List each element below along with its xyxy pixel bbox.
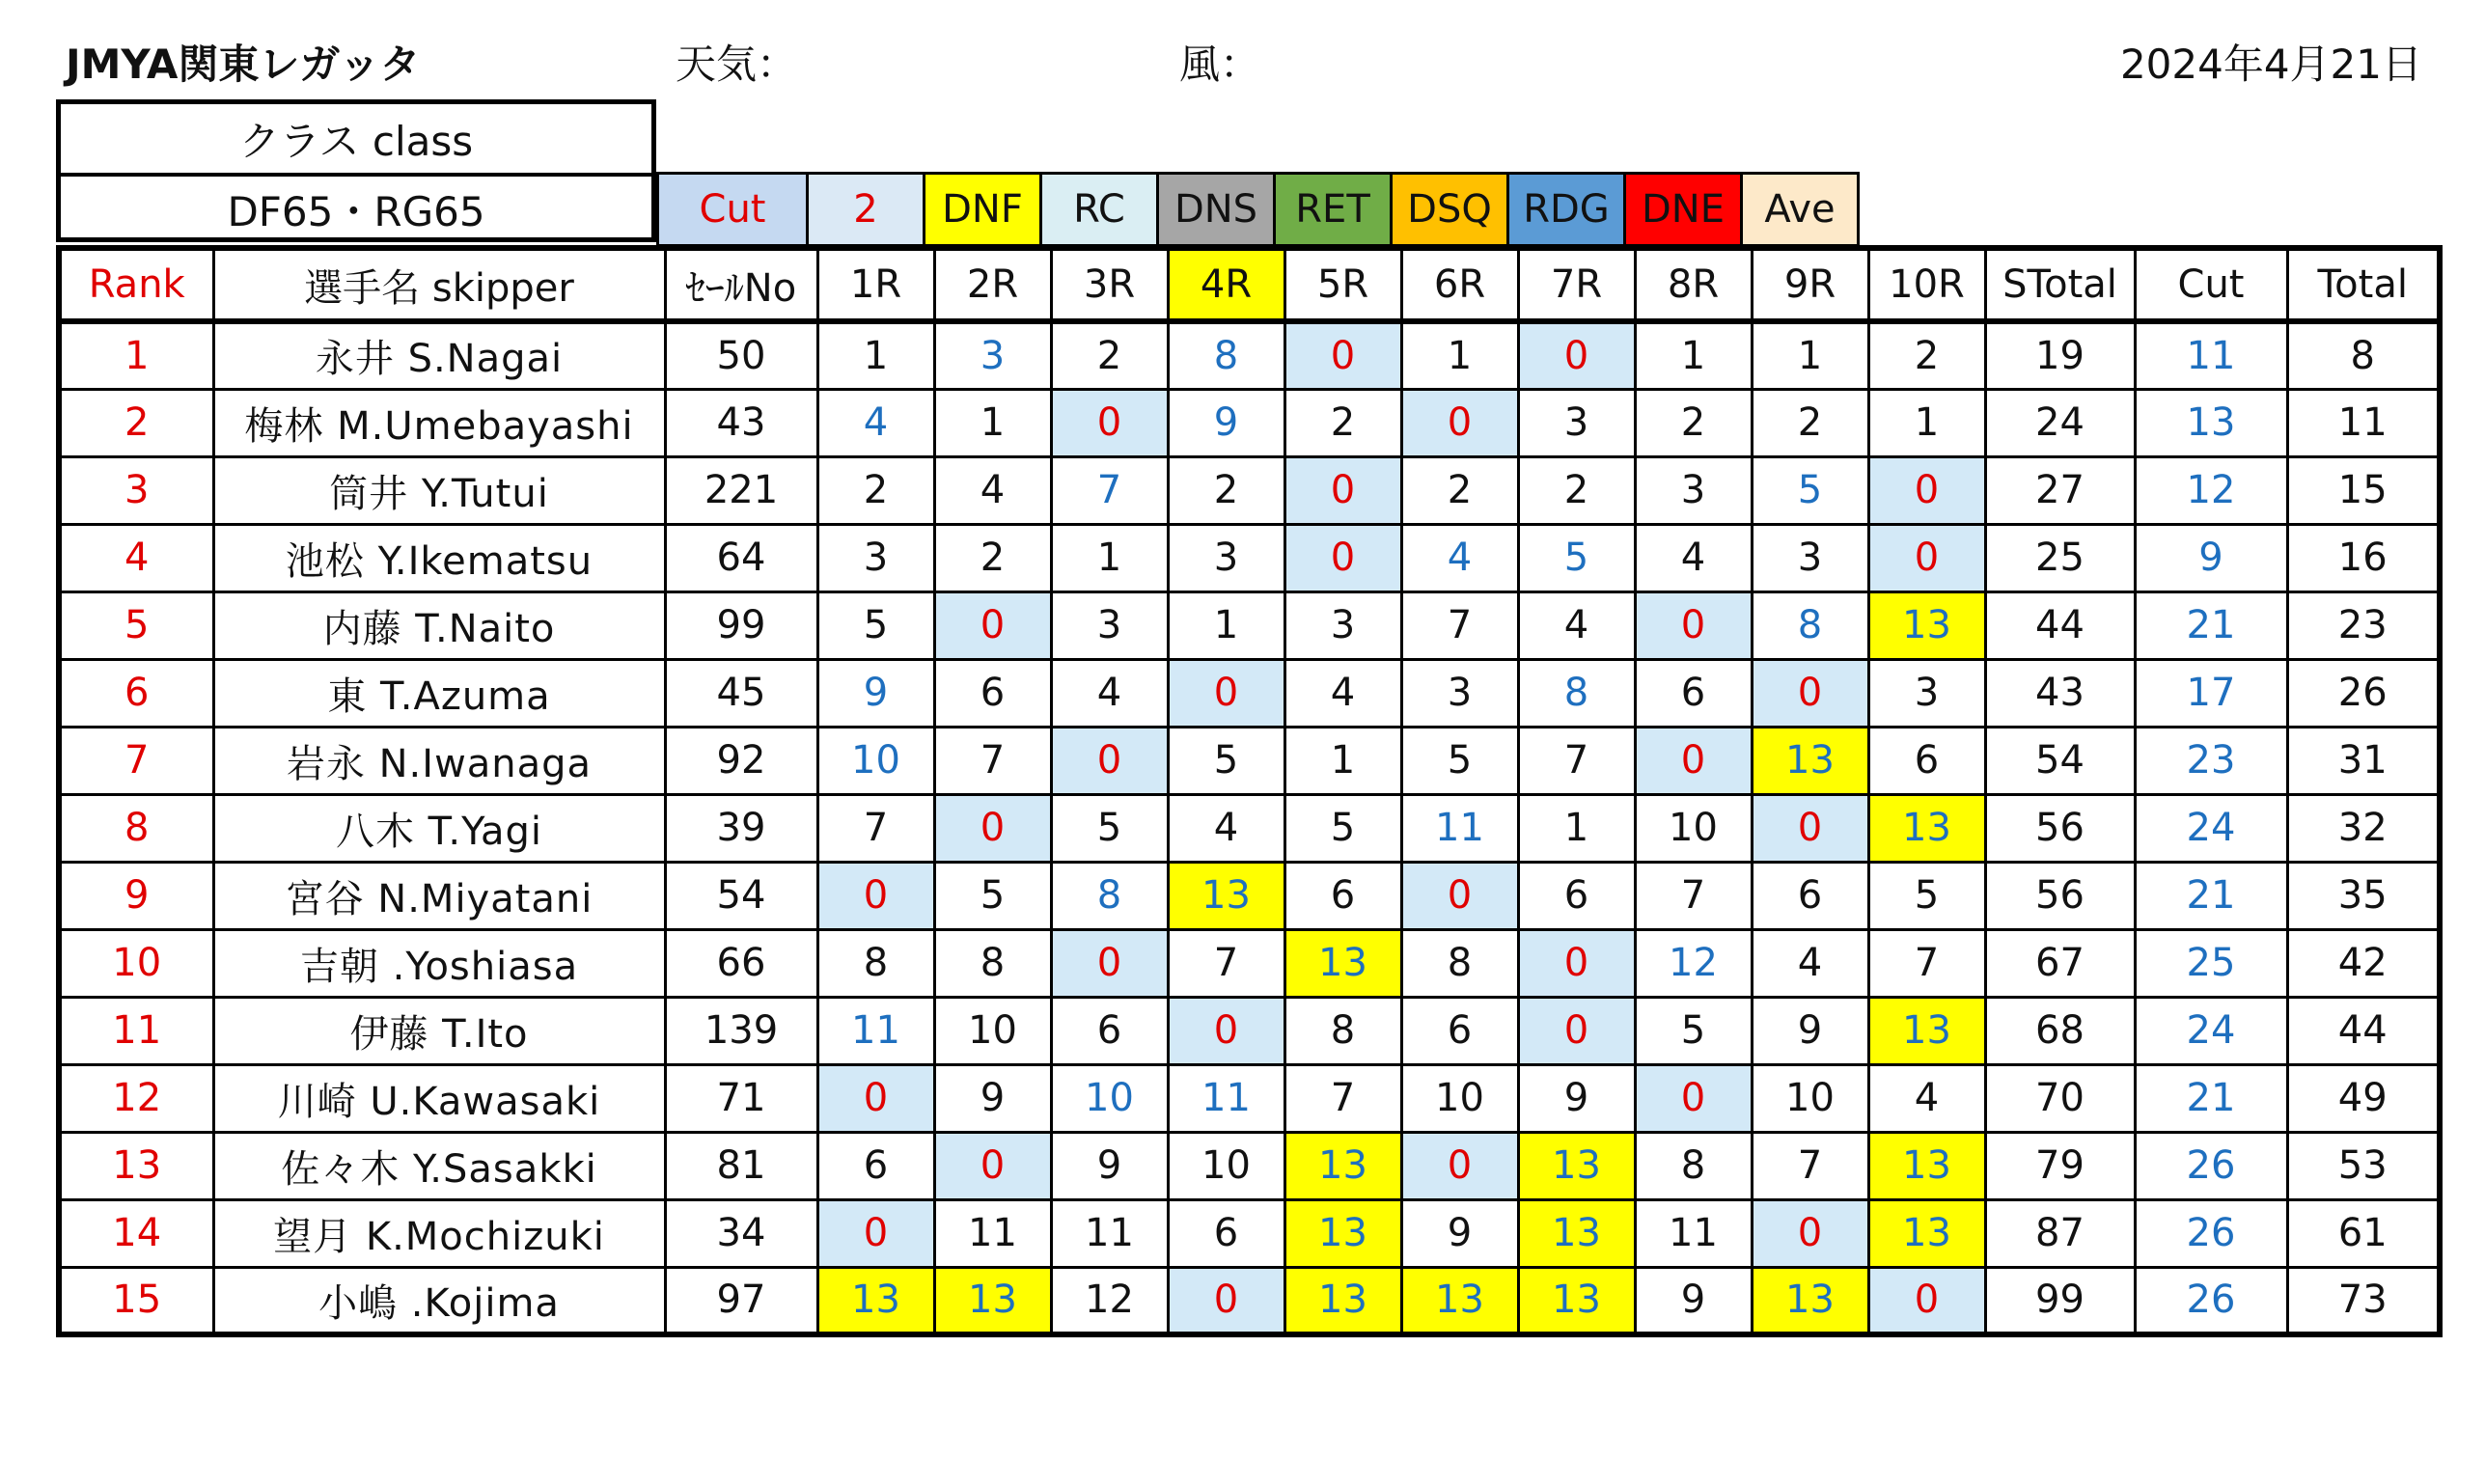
race-score-cell: 4	[1401, 524, 1518, 591]
rank-cell: 6	[59, 659, 213, 727]
race-score-cell: 13	[1868, 1199, 1985, 1267]
table-row	[59, 794, 2440, 862]
race-score-cell: 13	[1284, 1199, 1401, 1267]
table-row	[59, 929, 2440, 997]
race-score-cell: 8	[817, 929, 934, 997]
stotal-cell: 56	[1985, 794, 2135, 862]
race-score-cell: 0	[934, 591, 1051, 659]
stotal-cell: 68	[1985, 997, 2135, 1064]
race-score-cell: 9	[817, 659, 934, 727]
skipper-name-cell: 東 T.Azuma	[213, 659, 665, 727]
race-score-cell: 1	[1401, 321, 1518, 389]
rank-cell: 2	[59, 389, 213, 456]
race-score-cell: 5	[1051, 794, 1168, 862]
race-date: 2024年4月21日	[2119, 41, 2422, 88]
race-score-cell: 13	[1284, 929, 1401, 997]
race-score-cell: 13	[1868, 1132, 1985, 1199]
race-score-cell: 6	[934, 659, 1051, 727]
race-score-cell: 3	[1635, 456, 1752, 524]
skipper-name-cell: 永井 S.Nagai	[213, 321, 665, 389]
skipper-name-cell: 宮谷 N.Miyatani	[213, 862, 665, 929]
race-score-cell: 8	[934, 929, 1051, 997]
column-header: 2R	[934, 248, 1051, 321]
legend-2: 2	[809, 172, 925, 247]
column-header: 4R	[1168, 248, 1284, 321]
total-cell: 16	[2287, 524, 2440, 591]
race-score-cell: 4	[1284, 659, 1401, 727]
race-score-cell: 9	[1635, 1267, 1752, 1334]
stotal-cell: 79	[1985, 1132, 2135, 1199]
race-score-cell: 5	[817, 591, 934, 659]
race-score-cell: 2	[1284, 389, 1401, 456]
race-score-cell: 0	[817, 1064, 934, 1132]
legend-dnf: DNF	[925, 172, 1042, 247]
sail-number-cell: 221	[665, 456, 817, 524]
race-score-cell: 3	[1401, 659, 1518, 727]
race-score-cell: 3	[1168, 524, 1284, 591]
column-header: 選手名 skipper	[213, 248, 665, 321]
column-header: 1R	[817, 248, 934, 321]
skipper-name-cell: 内藤 T.Naito	[213, 591, 665, 659]
race-score-cell: 0	[1051, 389, 1168, 456]
race-score-cell: 5	[1284, 794, 1401, 862]
race-score-cell: 2	[1401, 456, 1518, 524]
race-score-cell: 4	[1868, 1064, 1985, 1132]
table-row	[59, 1267, 2440, 1334]
race-score-cell: 11	[1635, 1199, 1752, 1267]
table-row	[59, 1199, 2440, 1267]
column-header: STotal	[1985, 248, 2135, 321]
race-score-cell: 6	[1518, 862, 1635, 929]
race-score-cell: 0	[1284, 524, 1401, 591]
race-score-cell: 7	[1401, 591, 1518, 659]
cut-cell: 25	[2135, 929, 2287, 997]
race-score-cell: 1	[1868, 389, 1985, 456]
race-score-cell: 5	[1868, 862, 1985, 929]
sail-number-cell: 54	[665, 862, 817, 929]
table-row	[59, 727, 2440, 794]
race-score-cell: 0	[1518, 997, 1635, 1064]
race-score-cell: 10	[1168, 1132, 1284, 1199]
race-score-cell: 13	[1518, 1199, 1635, 1267]
race-score-cell: 4	[934, 456, 1051, 524]
race-score-cell: 5	[1401, 727, 1518, 794]
cut-cell: 12	[2135, 456, 2287, 524]
race-score-cell: 10	[1635, 794, 1752, 862]
rank-cell: 8	[59, 794, 213, 862]
total-cell: 31	[2287, 727, 2440, 794]
column-header: Total	[2287, 248, 2440, 321]
race-score-cell: 0	[1168, 659, 1284, 727]
race-score-cell: 4	[1168, 794, 1284, 862]
race-score-cell: 9	[1752, 997, 1868, 1064]
skipper-name-cell: 池松 Y.Ikematsu	[213, 524, 665, 591]
race-score-cell: 4	[1051, 659, 1168, 727]
class-label: クラス class	[238, 117, 474, 165]
race-score-cell: 2	[1051, 321, 1168, 389]
stotal-cell: 24	[1985, 389, 2135, 456]
rank-cell: 11	[59, 997, 213, 1064]
stotal-cell: 54	[1985, 727, 2135, 794]
race-score-cell: 9	[934, 1064, 1051, 1132]
legend-rc: RC	[1042, 172, 1159, 247]
race-score-cell: 1	[1635, 321, 1752, 389]
race-score-cell: 0	[1635, 1064, 1752, 1132]
race-score-cell: 3	[817, 524, 934, 591]
race-score-cell: 0	[1284, 321, 1401, 389]
column-header: 3R	[1051, 248, 1168, 321]
stotal-cell: 19	[1985, 321, 2135, 389]
race-score-cell: 5	[1518, 524, 1635, 591]
race-score-cell: 7	[817, 794, 934, 862]
total-cell: 42	[2287, 929, 2440, 997]
legend-dsq: DSQ	[1393, 172, 1509, 247]
race-score-cell: 1	[1284, 727, 1401, 794]
race-score-cell: 0	[1752, 659, 1868, 727]
skipper-name-cell: 吉朝 .Yoshiasa	[213, 929, 665, 997]
rank-cell: 12	[59, 1064, 213, 1132]
race-score-cell: 0	[934, 1132, 1051, 1199]
race-score-cell: 1	[817, 321, 934, 389]
race-score-cell: 0	[1051, 929, 1168, 997]
cut-cell: 17	[2135, 659, 2287, 727]
stotal-cell: 70	[1985, 1064, 2135, 1132]
skipper-name-cell: 佐々木 Y.Sasakki	[213, 1132, 665, 1199]
total-cell: 23	[2287, 591, 2440, 659]
legend-rdg: RDG	[1509, 172, 1626, 247]
sail-number-cell: 97	[665, 1267, 817, 1334]
race-score-cell: 7	[1752, 1132, 1868, 1199]
table-row	[59, 389, 2440, 456]
race-score-cell: 8	[1518, 659, 1635, 727]
table-row	[59, 321, 2440, 389]
cut-cell: 26	[2135, 1267, 2287, 1334]
class-value: DF65・RG65	[61, 173, 651, 241]
race-score-cell: 0	[1051, 727, 1168, 794]
race-score-cell: 7	[1051, 456, 1168, 524]
race-score-cell: 13	[1518, 1132, 1635, 1199]
cut-cell: 24	[2135, 794, 2287, 862]
race-score-cell: 0	[1518, 321, 1635, 389]
stotal-cell: 99	[1985, 1267, 2135, 1334]
stotal-cell: 27	[1985, 456, 2135, 524]
score-legend	[656, 172, 1860, 247]
sail-number-cell: 139	[665, 997, 817, 1064]
regatta-title: JMYA関東レガッタ	[66, 41, 421, 88]
race-score-cell: 7	[1635, 862, 1752, 929]
race-score-cell: 1	[934, 389, 1051, 456]
race-score-cell: 7	[1518, 727, 1635, 794]
column-header: 6R	[1401, 248, 1518, 321]
race-score-cell: 8	[1051, 862, 1168, 929]
total-cell: 32	[2287, 794, 2440, 862]
column-header: Rank	[59, 248, 213, 321]
rank-cell: 7	[59, 727, 213, 794]
race-score-cell: 0	[1518, 929, 1635, 997]
cut-cell: 23	[2135, 727, 2287, 794]
race-score-cell: 2	[934, 524, 1051, 591]
rank-cell: 14	[59, 1199, 213, 1267]
column-header: Cut	[2135, 248, 2287, 321]
sail-number-cell: 39	[665, 794, 817, 862]
rank-cell: 15	[59, 1267, 213, 1334]
race-score-cell: 3	[1518, 389, 1635, 456]
cut-cell: 26	[2135, 1199, 2287, 1267]
table-header-row	[59, 248, 2440, 321]
race-score-cell: 6	[1868, 727, 1985, 794]
race-score-cell: 5	[1752, 456, 1868, 524]
race-score-cell: 10	[1051, 1064, 1168, 1132]
column-header: 9R	[1752, 248, 1868, 321]
table-row	[59, 456, 2440, 524]
cut-cell: 21	[2135, 862, 2287, 929]
sail-number-cell: 64	[665, 524, 817, 591]
skipper-name-cell: 小嶋 .Kojima	[213, 1267, 665, 1334]
race-score-cell: 0	[1168, 1267, 1284, 1334]
race-score-cell: 11	[1401, 794, 1518, 862]
weather-label: 天気：	[676, 41, 798, 88]
race-score-cell: 3	[1868, 659, 1985, 727]
race-score-cell: 0	[1868, 524, 1985, 591]
race-score-cell: 5	[934, 862, 1051, 929]
total-cell: 8	[2287, 321, 2440, 389]
race-score-cell: 8	[1635, 1132, 1752, 1199]
rank-cell: 1	[59, 321, 213, 389]
race-score-cell: 10	[1752, 1064, 1868, 1132]
total-cell: 44	[2287, 997, 2440, 1064]
race-score-cell: 3	[1284, 591, 1401, 659]
column-header: 10R	[1868, 248, 1985, 321]
table-row	[59, 591, 2440, 659]
total-cell: 15	[2287, 456, 2440, 524]
sail-number-cell: 34	[665, 1199, 817, 1267]
cut-cell: 24	[2135, 997, 2287, 1064]
race-score-cell: 12	[1051, 1267, 1168, 1334]
rank-cell: 10	[59, 929, 213, 997]
race-score-cell: 2	[1868, 321, 1985, 389]
column-header: 7R	[1518, 248, 1635, 321]
race-score-cell: 9	[1518, 1064, 1635, 1132]
stotal-cell: 25	[1985, 524, 2135, 591]
total-cell: 49	[2287, 1064, 2440, 1132]
race-score-cell: 2	[1168, 456, 1284, 524]
legend-ave: Ave	[1743, 172, 1860, 247]
race-score-cell: 13	[1168, 862, 1284, 929]
sail-number-cell: 71	[665, 1064, 817, 1132]
race-score-cell: 5	[1635, 997, 1752, 1064]
wind-label: 風：	[1179, 41, 1261, 88]
race-score-cell: 13	[1752, 1267, 1868, 1334]
legend-dne: DNE	[1626, 172, 1743, 247]
race-score-cell: 3	[1752, 524, 1868, 591]
sail-number-cell: 66	[665, 929, 817, 997]
rank-cell: 3	[59, 456, 213, 524]
stotal-cell: 44	[1985, 591, 2135, 659]
race-score-cell: 1	[1752, 321, 1868, 389]
race-score-cell: 2	[817, 456, 934, 524]
sail-number-cell: 50	[665, 321, 817, 389]
race-score-cell: 8	[1752, 591, 1868, 659]
race-score-cell: 11	[817, 997, 934, 1064]
race-score-cell: 6	[1168, 1199, 1284, 1267]
race-score-cell: 2	[1518, 456, 1635, 524]
race-score-cell: 0	[1401, 1132, 1518, 1199]
race-score-cell: 0	[1168, 997, 1284, 1064]
race-score-cell: 12	[1635, 929, 1752, 997]
race-score-cell: 4	[1518, 591, 1635, 659]
column-header: 5R	[1284, 248, 1401, 321]
column-header: ｾｰﾙNo	[665, 248, 817, 321]
table-row	[59, 659, 2440, 727]
race-score-cell: 0	[1752, 794, 1868, 862]
race-score-cell: 1	[1051, 524, 1168, 591]
race-score-cell: 13	[1284, 1132, 1401, 1199]
race-score-cell: 1	[1168, 591, 1284, 659]
sail-number-cell: 99	[665, 591, 817, 659]
rank-cell: 9	[59, 862, 213, 929]
race-score-cell: 11	[1168, 1064, 1284, 1132]
total-cell: 11	[2287, 389, 2440, 456]
stotal-cell: 56	[1985, 862, 2135, 929]
skipper-name-cell: 岩永 N.Iwanaga	[213, 727, 665, 794]
race-score-cell: 7	[1168, 929, 1284, 997]
class-box	[56, 99, 656, 242]
table-row	[59, 524, 2440, 591]
race-score-cell: 3	[1051, 591, 1168, 659]
race-score-cell: 0	[1752, 1199, 1868, 1267]
race-score-cell: 0	[1635, 727, 1752, 794]
race-score-cell: 8	[1168, 321, 1284, 389]
race-score-cell: 7	[1868, 929, 1985, 997]
race-score-cell: 8	[1284, 997, 1401, 1064]
race-score-cell: 0	[1401, 862, 1518, 929]
stotal-cell: 43	[1985, 659, 2135, 727]
race-score-cell: 0	[934, 794, 1051, 862]
race-score-cell: 4	[817, 389, 934, 456]
sail-number-cell: 43	[665, 389, 817, 456]
cut-cell: 21	[2135, 591, 2287, 659]
race-score-cell: 6	[1284, 862, 1401, 929]
race-score-cell: 0	[817, 1199, 934, 1267]
race-score-cell: 8	[1401, 929, 1518, 997]
race-score-cell: 0	[1868, 456, 1985, 524]
race-score-cell: 4	[1752, 929, 1868, 997]
sail-number-cell: 81	[665, 1132, 817, 1199]
race-score-cell: 6	[1752, 862, 1868, 929]
race-score-cell: 5	[1168, 727, 1284, 794]
rank-cell: 13	[59, 1132, 213, 1199]
race-score-cell: 0	[817, 862, 934, 929]
race-score-cell: 13	[934, 1267, 1051, 1334]
race-score-cell: 13	[817, 1267, 934, 1334]
skipper-name-cell: 伊藤 T.Ito	[213, 997, 665, 1064]
race-score-cell: 13	[1752, 727, 1868, 794]
race-score-cell: 13	[1284, 1267, 1401, 1334]
race-score-cell: 0	[1284, 456, 1401, 524]
race-score-cell: 6	[1051, 997, 1168, 1064]
results-table	[56, 245, 2443, 1337]
race-score-cell: 6	[817, 1132, 934, 1199]
legend-dns: DNS	[1159, 172, 1276, 247]
cut-cell: 11	[2135, 321, 2287, 389]
race-score-cell: 11	[1051, 1199, 1168, 1267]
race-score-cell: 7	[934, 727, 1051, 794]
stotal-cell: 87	[1985, 1199, 2135, 1267]
race-score-cell: 13	[1401, 1267, 1518, 1334]
race-score-cell: 2	[1635, 389, 1752, 456]
total-cell: 35	[2287, 862, 2440, 929]
table-row	[59, 1064, 2440, 1132]
table-row	[59, 862, 2440, 929]
sail-number-cell: 92	[665, 727, 817, 794]
race-score-cell: 10	[817, 727, 934, 794]
table-row	[59, 997, 2440, 1064]
rank-cell: 5	[59, 591, 213, 659]
race-score-cell: 6	[1635, 659, 1752, 727]
sail-number-cell: 45	[665, 659, 817, 727]
race-score-cell: 9	[1168, 389, 1284, 456]
race-score-cell: 0	[1635, 591, 1752, 659]
race-score-cell: 3	[934, 321, 1051, 389]
legend-cut: Cut	[656, 172, 809, 247]
skipper-name-cell: 八木 T.Yagi	[213, 794, 665, 862]
race-score-cell: 13	[1868, 794, 1985, 862]
stotal-cell: 67	[1985, 929, 2135, 997]
total-cell: 26	[2287, 659, 2440, 727]
total-cell: 61	[2287, 1199, 2440, 1267]
cut-cell: 26	[2135, 1132, 2287, 1199]
race-score-cell: 9	[1051, 1132, 1168, 1199]
race-score-cell: 6	[1401, 997, 1518, 1064]
total-cell: 53	[2287, 1132, 2440, 1199]
skipper-name-cell: 梅林 M.Umebayashi	[213, 389, 665, 456]
total-cell: 73	[2287, 1267, 2440, 1334]
race-score-cell: 13	[1518, 1267, 1635, 1334]
race-score-cell: 2	[1752, 389, 1868, 456]
race-score-cell: 0	[1868, 1267, 1985, 1334]
race-score-cell: 13	[1868, 997, 1985, 1064]
cut-cell: 21	[2135, 1064, 2287, 1132]
skipper-name-cell: 望月 K.Mochizuki	[213, 1199, 665, 1267]
legend-ret: RET	[1276, 172, 1393, 247]
race-score-cell: 10	[1401, 1064, 1518, 1132]
race-score-cell: 13	[1868, 591, 1985, 659]
race-score-cell: 9	[1401, 1199, 1518, 1267]
race-score-cell: 0	[1401, 389, 1518, 456]
race-score-cell: 10	[934, 997, 1051, 1064]
race-score-cell: 11	[934, 1199, 1051, 1267]
cut-cell: 13	[2135, 389, 2287, 456]
column-header: 8R	[1635, 248, 1752, 321]
rank-cell: 4	[59, 524, 213, 591]
table-row	[59, 1132, 2440, 1199]
cut-cell: 9	[2135, 524, 2287, 591]
race-score-cell: 7	[1284, 1064, 1401, 1132]
skipper-name-cell: 筒井 Y.Tutui	[213, 456, 665, 524]
skipper-name-cell: 川崎 U.Kawasaki	[213, 1064, 665, 1132]
race-score-cell: 1	[1518, 794, 1635, 862]
race-score-cell: 4	[1635, 524, 1752, 591]
